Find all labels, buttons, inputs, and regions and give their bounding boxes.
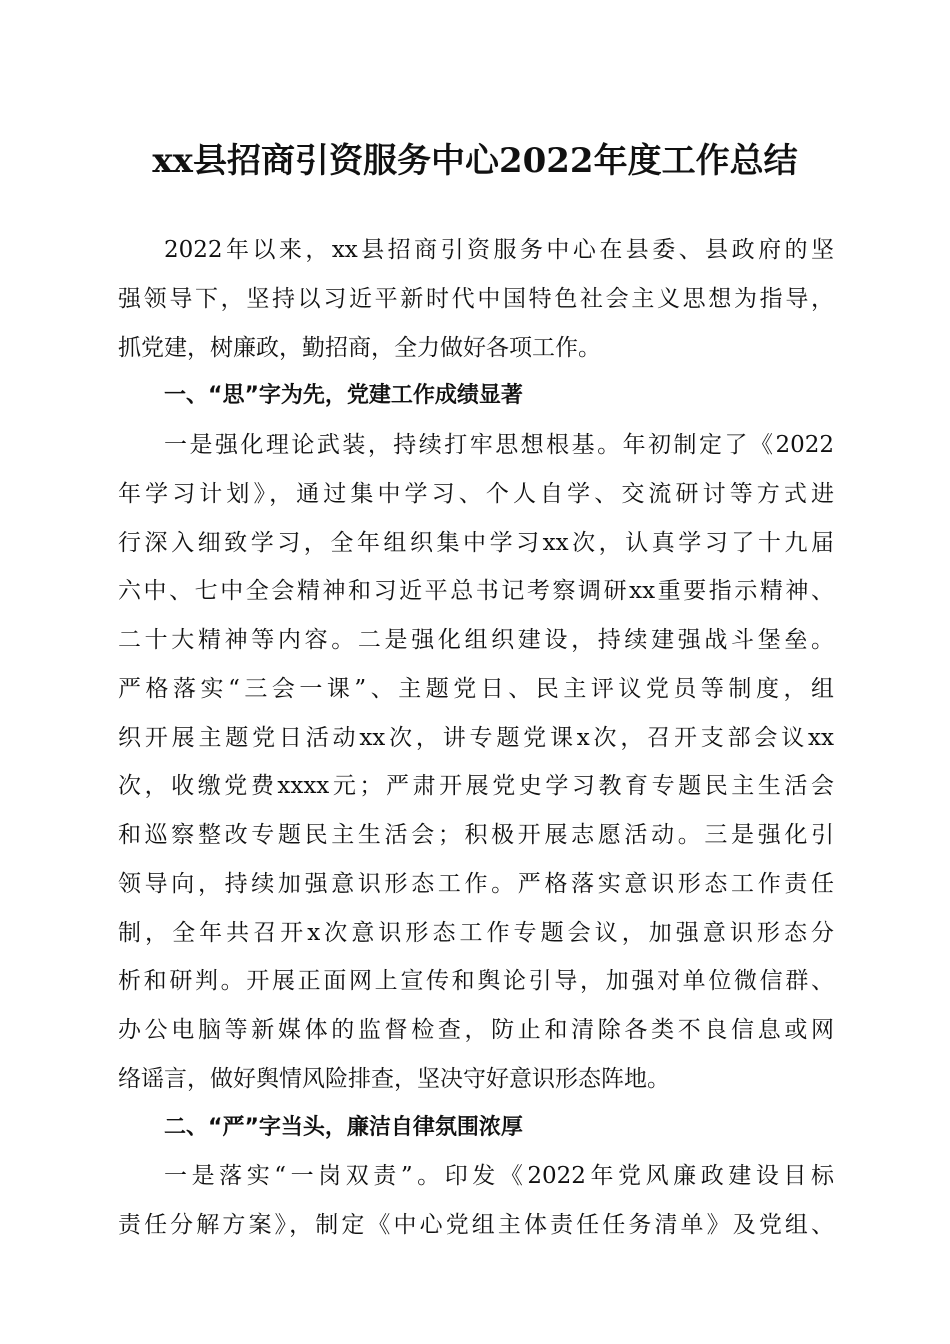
paragraph-line: 办公电脑等新媒体的监督检查，防止和清除各类不良信息或网 <box>118 1017 834 1043</box>
paragraph-line: 一是落实“一岗双责”。印发《2022年党风廉政建设目标 <box>164 1163 834 1190</box>
paragraph-line: 责任分解方案》，制定《中心党组主体责任任务清单》及党组、 <box>118 1212 834 1238</box>
paragraph-line: 行深入细致学习，全年组织集中学习xx次，认真学习了十九届 <box>118 529 834 556</box>
paragraph-line: 制，全年共召开x次意识形态工作专题会议，加强意识形态分 <box>118 919 834 946</box>
paragraph-line: 2022年以来，xx县招商引资服务中心在县委、县政府的坚 <box>164 237 834 263</box>
paragraph-line: 和巡察整改专题民主生活会；积极开展志愿活动。三是强化引 <box>118 822 834 848</box>
document-body <box>118 226 834 1250</box>
paragraph-line: 强领导下，坚持以习近平新时代中国特色社会主义思想为指导， <box>118 285 834 312</box>
paragraph-line: 年学习计划》，通过集中学习、个人自学、交流研讨等方式进 <box>118 480 834 507</box>
document-title: xx县招商引资服务中心2022年度工作总结 <box>152 141 798 181</box>
paragraph-line: 抓党建，树廉政，勤招商，全力做好各项工作。 <box>118 334 601 361</box>
paragraph-line: 六中、七中全会精神和习近平总书记考察调研xx重要指示精神、 <box>118 578 834 605</box>
paragraph-line: 织开展主题党日活动xx次，讲专题党课x次，召开支部会议xx <box>118 724 834 751</box>
paragraph-line: 一是强化理论武装，持续打牢思想根基。年初制定了《2022 <box>164 432 834 458</box>
paragraph-line: 严格落实“三会一课”、主题党日、民主评议党员等制度，组 <box>118 675 834 702</box>
paragraph-line: 络谣言，做好舆情风险排查，坚决守好意识形态阵地。 <box>118 1065 670 1092</box>
paragraph-line: 次，收缴党费xxxx元；严肃开展党史学习教育专题民主生活会 <box>118 773 834 800</box>
paragraph-line: 析和研判。开展正面网上宣传和舆论引导，加强对单位微信群、 <box>118 968 834 995</box>
paragraph-line: 领导向，持续加强意识形态工作。严格落实意识形态工作责任 <box>118 870 834 897</box>
section-heading-2: 二、“严”字当头，廉洁自律氛围浓厚 <box>164 1114 523 1140</box>
section-heading-1: 一、“思”字为先，党建工作成绩显著 <box>164 383 523 409</box>
paragraph-line: 二十大精神等内容。二是强化组织建设，持续建强战斗堡垒。 <box>118 627 834 653</box>
